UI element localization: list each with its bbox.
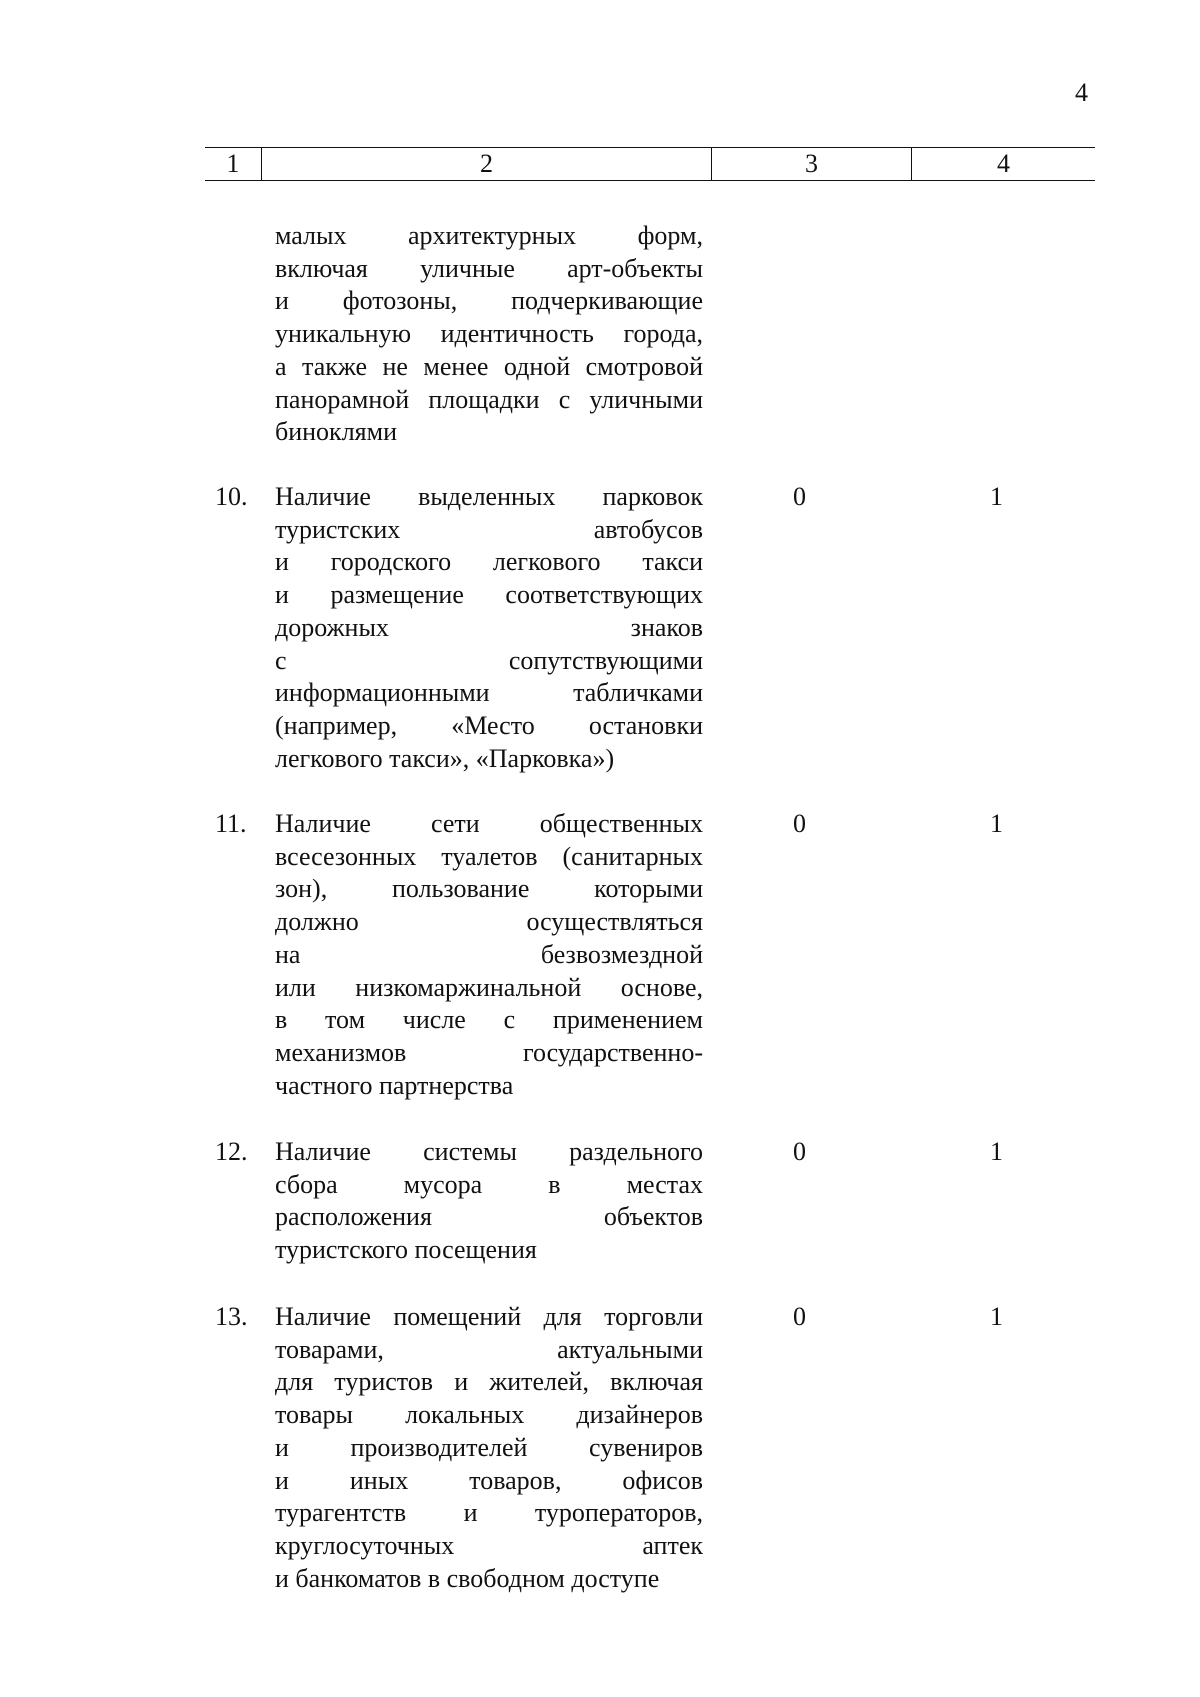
- row-value-col4: 1: [990, 1302, 1003, 1331]
- text-line: круглосуточных аптек: [275, 1530, 703, 1560]
- text-line: Наличие выделенных парковок: [275, 482, 703, 511]
- row-value-col3: 0: [793, 1302, 806, 1331]
- header-col-1: 1: [205, 148, 262, 180]
- text-line: Наличие помещений для торговли: [275, 1302, 703, 1331]
- text-line: и банкоматов в свободном доступе: [275, 1563, 660, 1593]
- text-line: туристского посещения: [275, 1235, 537, 1265]
- text-line: и иных товаров, офисов: [275, 1465, 703, 1495]
- text-line: информационными табличками: [275, 678, 703, 708]
- row-value-col3: 0: [793, 482, 806, 511]
- text-line: туристских автобусов: [275, 514, 703, 544]
- row-value-col3: 0: [793, 809, 806, 838]
- text-line: дорожных знаков: [275, 612, 703, 642]
- row-number: 10.: [215, 482, 248, 511]
- text-line: и производителей сувениров: [275, 1432, 703, 1462]
- text-line: и размещение соответствующих: [275, 580, 703, 610]
- text-line: уникальную идентичность города,: [275, 319, 703, 349]
- text-line: в том числе с применением: [275, 1005, 703, 1035]
- text-line: механизмов государственно-: [275, 1037, 703, 1067]
- row-value-col3: 0: [793, 1137, 806, 1166]
- header-col-2: 2: [262, 148, 712, 180]
- text-line: и городского легкового такси: [275, 547, 703, 577]
- text-line: малых архитектурных форм,: [275, 221, 703, 250]
- text-line: для туристов и жителей, включая: [275, 1367, 703, 1397]
- table-header: [205, 147, 1095, 181]
- row-description: [275, 1301, 703, 1595]
- row-value-col4: 1: [990, 1137, 1003, 1166]
- text-line: частного партнерства: [275, 1070, 514, 1100]
- text-line: расположения объектов: [275, 1202, 703, 1232]
- text-line: с сопутствующими: [275, 645, 703, 675]
- text-line: биноклями: [275, 417, 397, 447]
- row-value-col4: 1: [990, 809, 1003, 838]
- text-line: товары локальных дизайнеров: [275, 1400, 703, 1430]
- text-line: Наличие системы раздельного: [275, 1137, 703, 1166]
- row-number: 12.: [215, 1137, 248, 1166]
- text-line: всесезонных туалетов (санитарных: [275, 841, 703, 871]
- text-line: панорамной площадки с уличными: [275, 384, 703, 414]
- text-line: (например, «Место остановки: [275, 710, 703, 740]
- text-line: на безвозмездной: [275, 939, 703, 969]
- row-number: 13.: [215, 1302, 248, 1331]
- row-description: [275, 1136, 703, 1267]
- text-line: товарами, актуальными: [275, 1334, 703, 1364]
- row-value-col4: 1: [990, 482, 1003, 511]
- text-line: сбора мусора в местах: [275, 1169, 703, 1199]
- text-line: или низкомаржинальной основе,: [275, 972, 703, 1002]
- text-line: Наличие сети общественных: [275, 809, 703, 838]
- text-line: зон), пользование которыми: [275, 874, 703, 904]
- text-line: включая уличные арт-объекты: [275, 253, 703, 283]
- row-description: [275, 481, 703, 775]
- header-col-3: 3: [712, 148, 912, 180]
- text-line: должно осуществляться: [275, 907, 703, 937]
- text-line: и фотозоны, подчеркивающие: [275, 286, 703, 316]
- page-number: 4: [1075, 78, 1088, 107]
- header-col-4: 4: [997, 149, 1010, 178]
- text-line: легкового такси», «Парковка»): [275, 743, 615, 773]
- text-line: а также не менее одной смотровой: [275, 351, 703, 381]
- row-description: [275, 220, 703, 449]
- text-line: турагентств и туроператоров,: [275, 1498, 703, 1528]
- row-description: [275, 808, 703, 1102]
- row-number: 11.: [215, 809, 247, 838]
